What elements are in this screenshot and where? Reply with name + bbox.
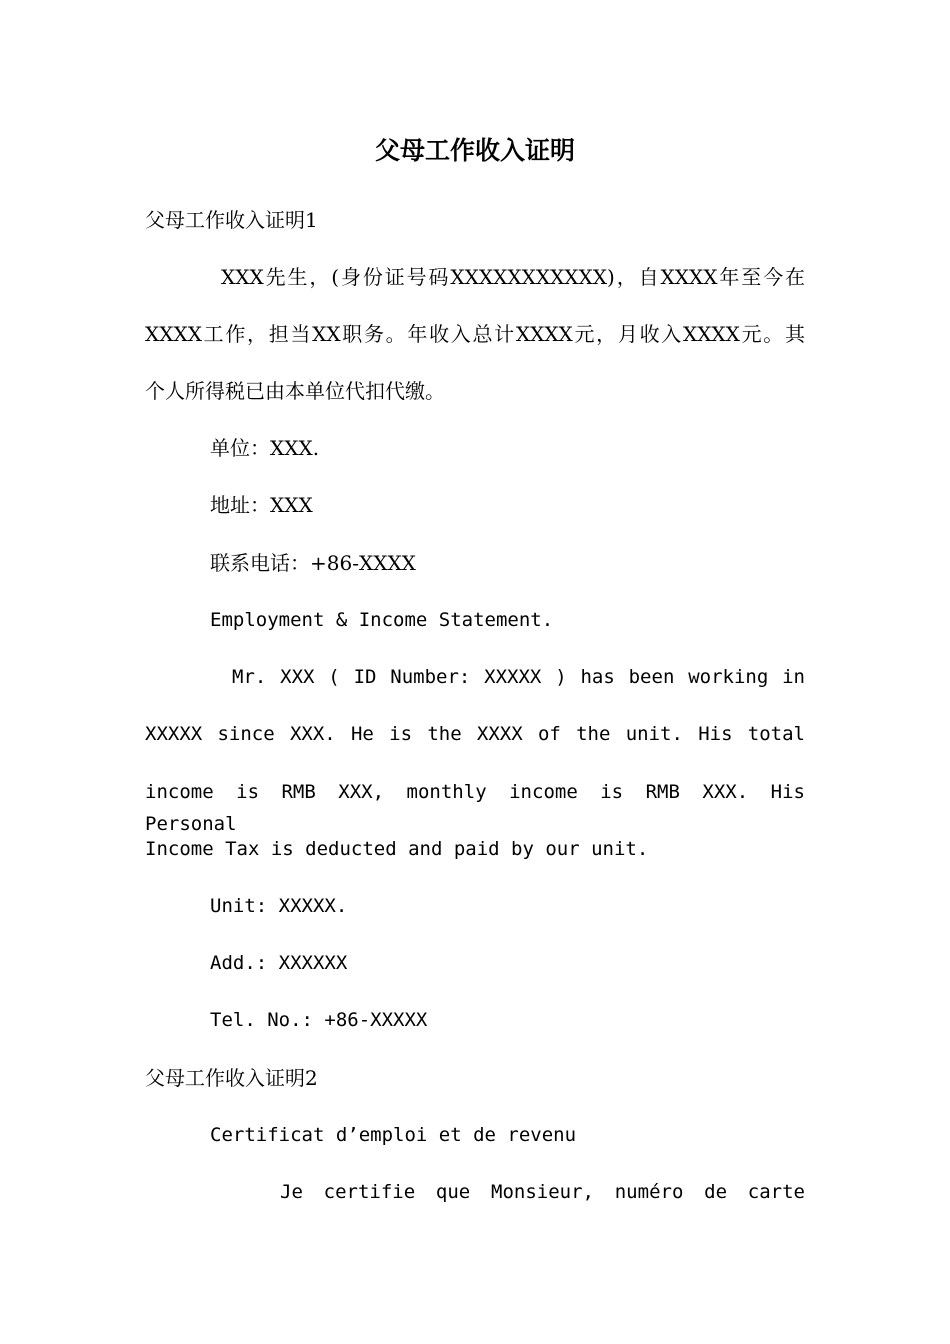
en-paragraph-line-4: Income Tax is deducted and paid by our unit. (145, 838, 649, 860)
en-paragraph-line-1: Mr. XXX ( ID Number: XXXXX ) has been working in (232, 666, 805, 688)
en-unit: Unit: XXXXX. (210, 895, 348, 917)
cn-paragraph-line-1: XXX先生，(身份证号码XXXXXXXXXXX)，自XXXX年至今在 (221, 265, 805, 289)
en-paragraph-line-3: income is RMB XXX, monthly income is RMB XXX. His Personal (145, 781, 805, 835)
section-2-heading: 父母工作收入证明2 (145, 1066, 318, 1090)
en-address: Add.: XXXXXX (210, 952, 348, 974)
en-statement-title: Employment & Income Statement. (210, 609, 554, 631)
document-title: 父母工作收入证明 (374, 136, 575, 165)
fr-paragraph-line-1: Je certifie que Monsieur, numéro de carte (280, 1181, 805, 1203)
cn-paragraph-line-2: XXXX工作，担当XX职务。年收入总计XXXX元，月收入XXXX元。其 (145, 322, 805, 346)
cn-paragraph-line-3: 个人所得税已由本单位代扣代缴。 (145, 379, 445, 403)
section-1-heading: 父母工作收入证明1 (145, 208, 318, 232)
cn-unit: 单位：XXX. (210, 436, 320, 460)
cn-phone: 联系电话：+86-XXXX (210, 551, 416, 575)
en-phone: Tel. No.: +86-XXXXX (210, 1009, 428, 1031)
cn-address: 地址：XXX (210, 493, 313, 517)
fr-certificate-title: Certificat d’emploi et de revenu (210, 1124, 577, 1146)
en-paragraph-line-2: XXXXX since XXX. He is the XXXX of the unit. His total (145, 723, 805, 745)
